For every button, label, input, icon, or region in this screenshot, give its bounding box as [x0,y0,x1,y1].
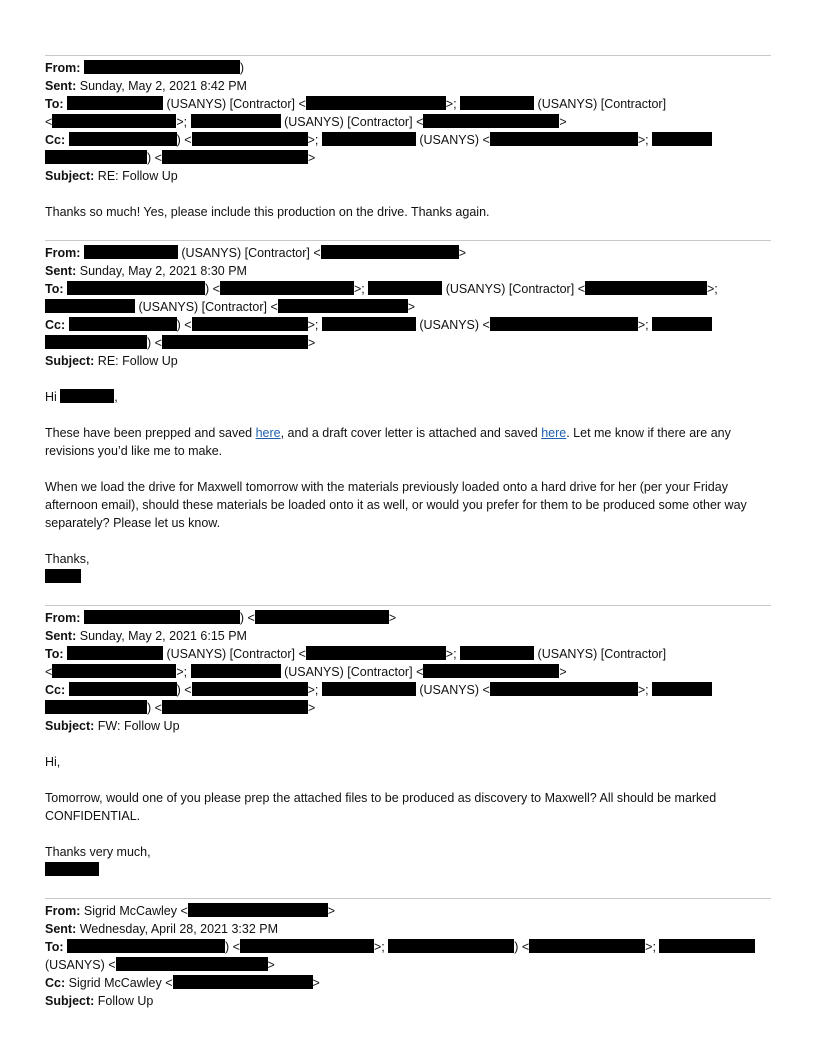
redaction [69,132,177,146]
redaction [306,96,446,110]
redaction [368,281,442,295]
redaction [84,610,240,624]
redaction [67,96,163,110]
here-link-1[interactable]: here [255,426,281,440]
redaction [162,335,308,349]
email2-sent: Sent: Sunday, May 2, 2021 8:30 PM [45,264,247,278]
email2-to: To: ) < >; (USANYS) [Contractor] < >; [45,282,718,296]
email2-cc: Cc: ) < >; (USANYS) < >; [45,316,712,334]
email3-to-cont: < >; (USANYS) [Contractor] < > [45,665,567,679]
redaction [585,281,707,295]
email3-paragraph-1: Tomorrow, would one of you please prep the attached files to be produced as discovery to Maxwell? All should be marked CONFIDENTIAL. [45,791,717,823]
redaction [423,114,559,128]
email1-body: Thanks so much! Yes, please include this production on the drive. Thanks again. [45,205,490,219]
redaction [322,682,416,696]
email1-cc: Cc: ) < >; (USANYS) < >; [45,131,712,149]
email3-cc: Cc: ) < >; (USANYS) < >; [45,681,712,699]
email3-closing: Thanks very much, [45,845,151,859]
divider [45,605,771,606]
redaction [52,664,176,678]
email3-to: To: (USANYS) [Contractor] < >; (USANYS) [Contractor] [45,647,667,661]
redaction [84,245,178,259]
redaction [192,317,308,331]
email3-subject: Subject: FW: Follow Up [45,719,180,733]
redaction [67,281,205,295]
email4-to: To: ) < >; ) < >; [45,938,755,956]
redaction [162,700,308,714]
redaction [460,96,534,110]
redaction [69,682,177,696]
redaction [490,317,638,331]
redaction [659,939,755,953]
email1-sent: Sent: Sunday, May 2, 2021 8:42 PM [45,79,247,93]
email2-closing: Thanks, [45,552,90,566]
redaction [116,957,268,971]
redaction [322,317,416,331]
redaction [162,150,308,164]
redaction [255,610,389,624]
email2-subject: Subject: RE: Follow Up [45,354,178,368]
redaction [306,646,446,660]
redaction [388,939,514,953]
divider [45,898,771,899]
redaction [652,317,712,331]
redaction [67,939,225,953]
redaction [191,114,281,128]
email1-to-cont: < >; (USANYS) [Contractor] < > [45,115,567,129]
email2-paragraph-2: When we load the drive for Maxwell tomorrow with the materials previously loaded onto a hard drive for her (per your Friday afternoon email), should these materials be loaded onto it as well, or would you prefer for them to be produced some other way separately? Please let us know. [45,480,747,530]
email4-to-cont: (USANYS) < > [45,958,275,972]
redaction [60,389,114,403]
redaction [45,700,147,714]
redaction [67,646,163,660]
email2-greeting: Hi , [45,390,118,404]
redaction [321,245,459,259]
redaction [240,939,374,953]
divider [45,55,771,56]
redaction [188,903,328,917]
email4-cc: Cc: Sigrid McCawley < > [45,976,320,990]
here-link-2[interactable]: here [541,426,567,440]
email1-subject: Subject: RE: Follow Up [45,169,178,183]
redaction [220,281,354,295]
email3-signature [45,861,99,879]
email3-greeting: Hi, [45,755,61,769]
redaction [84,60,240,74]
email2-paragraph-1: These have been prepped and saved here, and a draft cover letter is attached and saved here. Let me know if there are any revisions you’d like me to make. [45,426,731,458]
email1-from: From: ) [45,61,245,75]
email4-sent: Sent: Wednesday, April 28, 2021 3:32 PM [45,922,279,936]
redaction [490,682,638,696]
email4-subject: Subject: Follow Up [45,994,154,1008]
redaction [192,132,308,146]
email4-from: From: Sigrid McCawley < > [45,904,336,918]
redaction [45,335,147,349]
divider [45,240,771,241]
email2-from: From: (USANYS) [Contractor] < > [45,246,467,260]
redaction [529,939,645,953]
redaction [45,150,147,164]
redaction [45,862,99,876]
redaction [191,664,281,678]
redaction [322,132,416,146]
redaction [192,682,308,696]
email1-cc-cont: ) < > [45,149,315,167]
redaction [423,664,559,678]
redaction [52,114,176,128]
email1-to: To: (USANYS) [Contractor] < >; (USANYS) [Contractor] [45,97,667,111]
email3-from: From: ) < > [45,611,397,625]
email3-cc-cont: ) < > [45,699,315,717]
redaction [490,132,638,146]
email2-to-cont: (USANYS) [Contractor] < > [45,298,415,316]
redaction [173,975,313,989]
redaction [460,646,534,660]
email2-signature [45,568,81,586]
email2-cc-cont: ) < > [45,334,315,352]
email3-sent: Sent: Sunday, May 2, 2021 6:15 PM [45,629,247,643]
redaction [652,682,712,696]
redaction [69,317,177,331]
redaction [278,299,408,313]
redaction [652,132,712,146]
redaction [45,299,135,313]
redaction [45,569,81,583]
